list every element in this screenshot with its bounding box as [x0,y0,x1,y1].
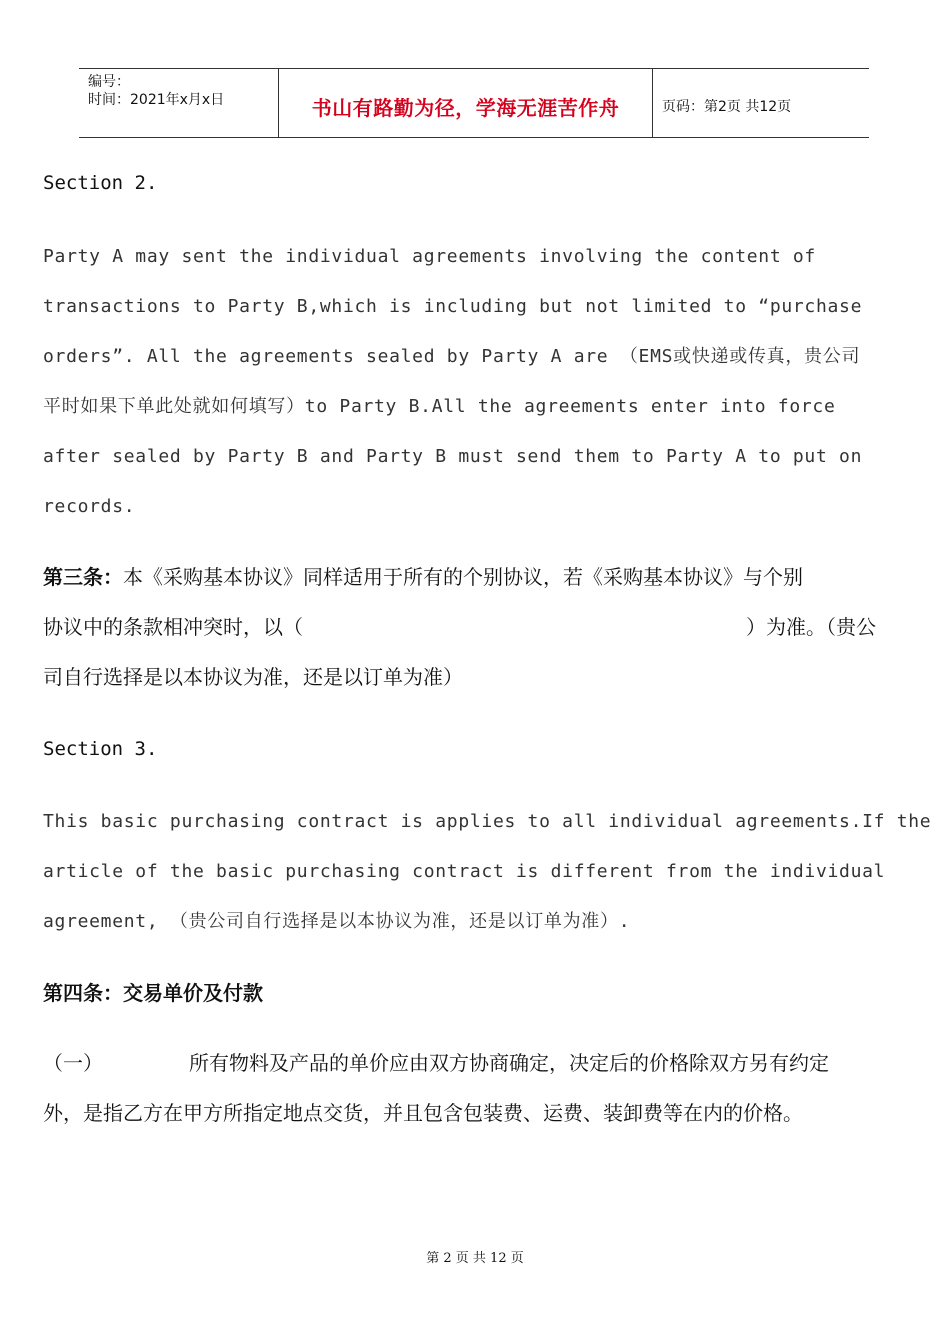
article3-line1-text: 本《采购基本协议》同样适用于所有的个别协议，若《采购基本协议》与个别 [123,565,803,589]
article3-body [43,552,913,702]
article4-heading: 第四条：交易单价及付款 [43,981,263,1005]
section3-line: agreement, （贵公司自行选择是以本协议为准，还是以订单为准）. [43,911,631,932]
time-label: 时间：2021年x月x日 [88,92,225,108]
serial-label: 编号： [88,74,130,90]
section2-line: after sealed by Party B and Party B must send them to Party A to put on [43,446,863,467]
section2-line: transactions to Party B,which is including but not limited to “purchase [43,296,863,317]
article3-line2 [43,602,913,652]
section2-line: records. [43,496,136,517]
section2-body [43,232,913,532]
article4-item1-text1: 所有物料及产品的单价应由双方协商确定，决定后的价格除双方另有约定 [189,1051,829,1075]
header-meta [79,69,279,137]
article3-heading: 第三条： [43,565,123,589]
section2-line: 平时如果下单此处就如何填写）to Party B.All the agreements enter into force [43,396,836,417]
section3-line: This basic purchasing contract is applies to all individual agreements.If the [43,811,932,832]
article3-line2-start: 协议中的条款相冲突时，以（ [43,615,303,639]
article3-line3: 司自行选择是以本协议为准，还是以订单为准） [43,665,463,689]
header-page-label: 页码：第2页 共12页 [662,99,792,115]
article4-item1-line2: 外，是指乙方在甲方所指定地点交货，并且包含包装费、运费、装卸费等在内的价格。 [43,1101,803,1125]
section3-title: Section 3. [43,738,158,760]
section3-body [43,797,932,947]
article4-item1-marker: （一） [43,1051,103,1075]
article4-item1-line1 [43,1038,913,1088]
section2-title: Section 2. [43,172,158,194]
section3-line: article of the basic purchasing contract is different from the individual [43,861,886,882]
article4-item1 [43,1038,913,1138]
article3-line1 [43,552,913,602]
page-header [79,68,869,138]
page-footer: 第 2 页 共 12 页 [426,1251,524,1266]
section2-line: Party A may sent the individual agreements involving the content of [43,246,816,267]
section2-line: orders”. All the agreements sealed by Party A are （EMS或快递或传真，贵公司 [43,346,861,367]
header-motto: 书山有路勤为径，学海无涯苦作舟 [279,69,653,137]
article3-line2-end: ）为准。（贵公 [746,615,876,639]
